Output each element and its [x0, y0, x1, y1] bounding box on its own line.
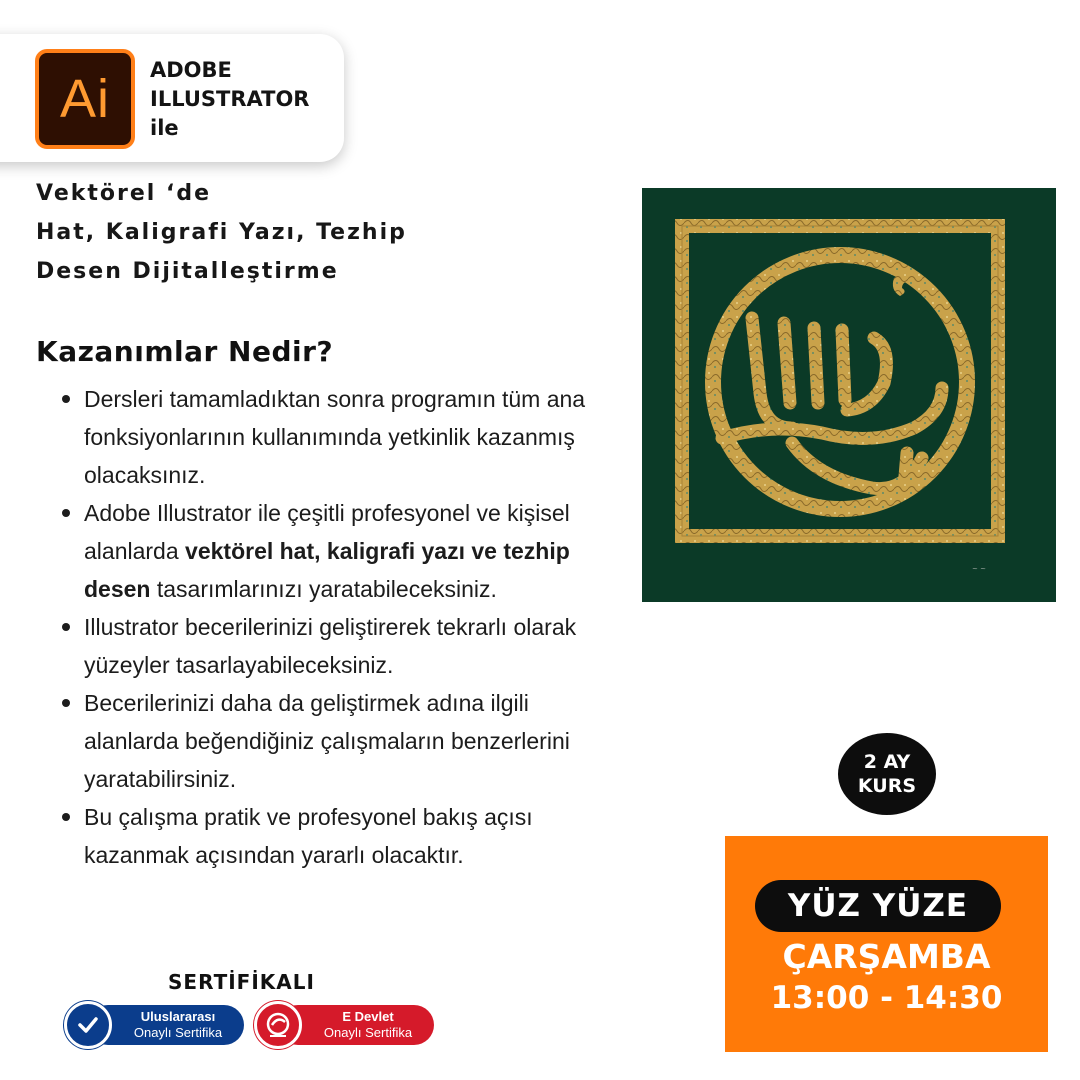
course-title [36, 174, 407, 291]
edevlet-cert-line2: Onaylı Sertifika [323, 1025, 413, 1040]
certificate-heading: SERTİFİKALI [168, 970, 315, 994]
header-line-adobe: ADOBE [150, 58, 232, 82]
international-cert-line1: Uluslararası [140, 1009, 216, 1024]
calligraphy-artwork-svg [642, 188, 1056, 602]
duration-badge [838, 733, 936, 815]
duration-line1: 2 AY [863, 751, 911, 773]
adobe-illustrator-logo-icon: Ai [35, 49, 135, 149]
benefit-text-after: tasarımlarınızı yaratabileceksiniz. [150, 576, 497, 602]
schedule-time: 13:00 - 14:30 [770, 980, 1003, 1016]
schedule-box [725, 836, 1048, 1052]
benefit-text: Illustrator becerilerinizi geliştirerek tekrarlı olarak yüzeyler tasarlayabileceksiniz. [84, 614, 577, 678]
schedule-day: ÇARŞAMBA [782, 937, 991, 976]
calligraphy-artwork-image [642, 188, 1056, 602]
list-item [54, 380, 614, 494]
benefit-text: Becerilerinizi daha da geliştirmek adına ilgili alanlarda beğendiğiniz çalışmaların benzerlerini yaratabilirsiniz. [84, 690, 570, 792]
course-title-line2: Hat, Kaligrafi Yazı, Tezhip [36, 220, 407, 245]
benefit-text-before: Adobe Illustrator ile çeşitli profesyonel ve kişisel alanlarda [84, 500, 570, 564]
benefit-text: Bu çalışma pratik ve profesyonel bakış açısı kazanmak açısından yararlı olacaktır. [84, 804, 533, 868]
header-line-ile: ile [150, 116, 179, 140]
list-item [54, 608, 614, 684]
benefit-text-bold: vektörel hat, kaligrafi yazı ve tezhip desen [84, 538, 570, 602]
header-line-illustrator: ILLUSTRATOR [150, 87, 310, 111]
duration-line2: KURS [857, 775, 917, 797]
benefit-text: Dersleri tamamladıktan sonra programın tüm ana fonksiyonlarının kullanımında yetkinlik kazanmış olacaksınız. [84, 386, 586, 488]
course-title-line1: Vektörel ‘de [36, 181, 212, 206]
edevlet-cert-line1: E Devlet [342, 1009, 394, 1024]
international-cert-line2: Onaylı Sertifika [133, 1025, 223, 1040]
header-text [150, 56, 309, 143]
edevlet-logo-icon [254, 1001, 302, 1049]
list-item [54, 494, 614, 608]
list-item [54, 684, 614, 798]
section-heading: Kazanımlar Nedir? [36, 335, 334, 368]
list-item [54, 798, 614, 874]
checkmark-icon [64, 1001, 112, 1049]
course-title-line3: Desen Dijitalleştirme [36, 259, 339, 284]
artist-signature: ~ ~ [972, 565, 986, 573]
benefits-list [54, 380, 614, 874]
format-pill: YÜZ YÜZE [755, 880, 1001, 932]
